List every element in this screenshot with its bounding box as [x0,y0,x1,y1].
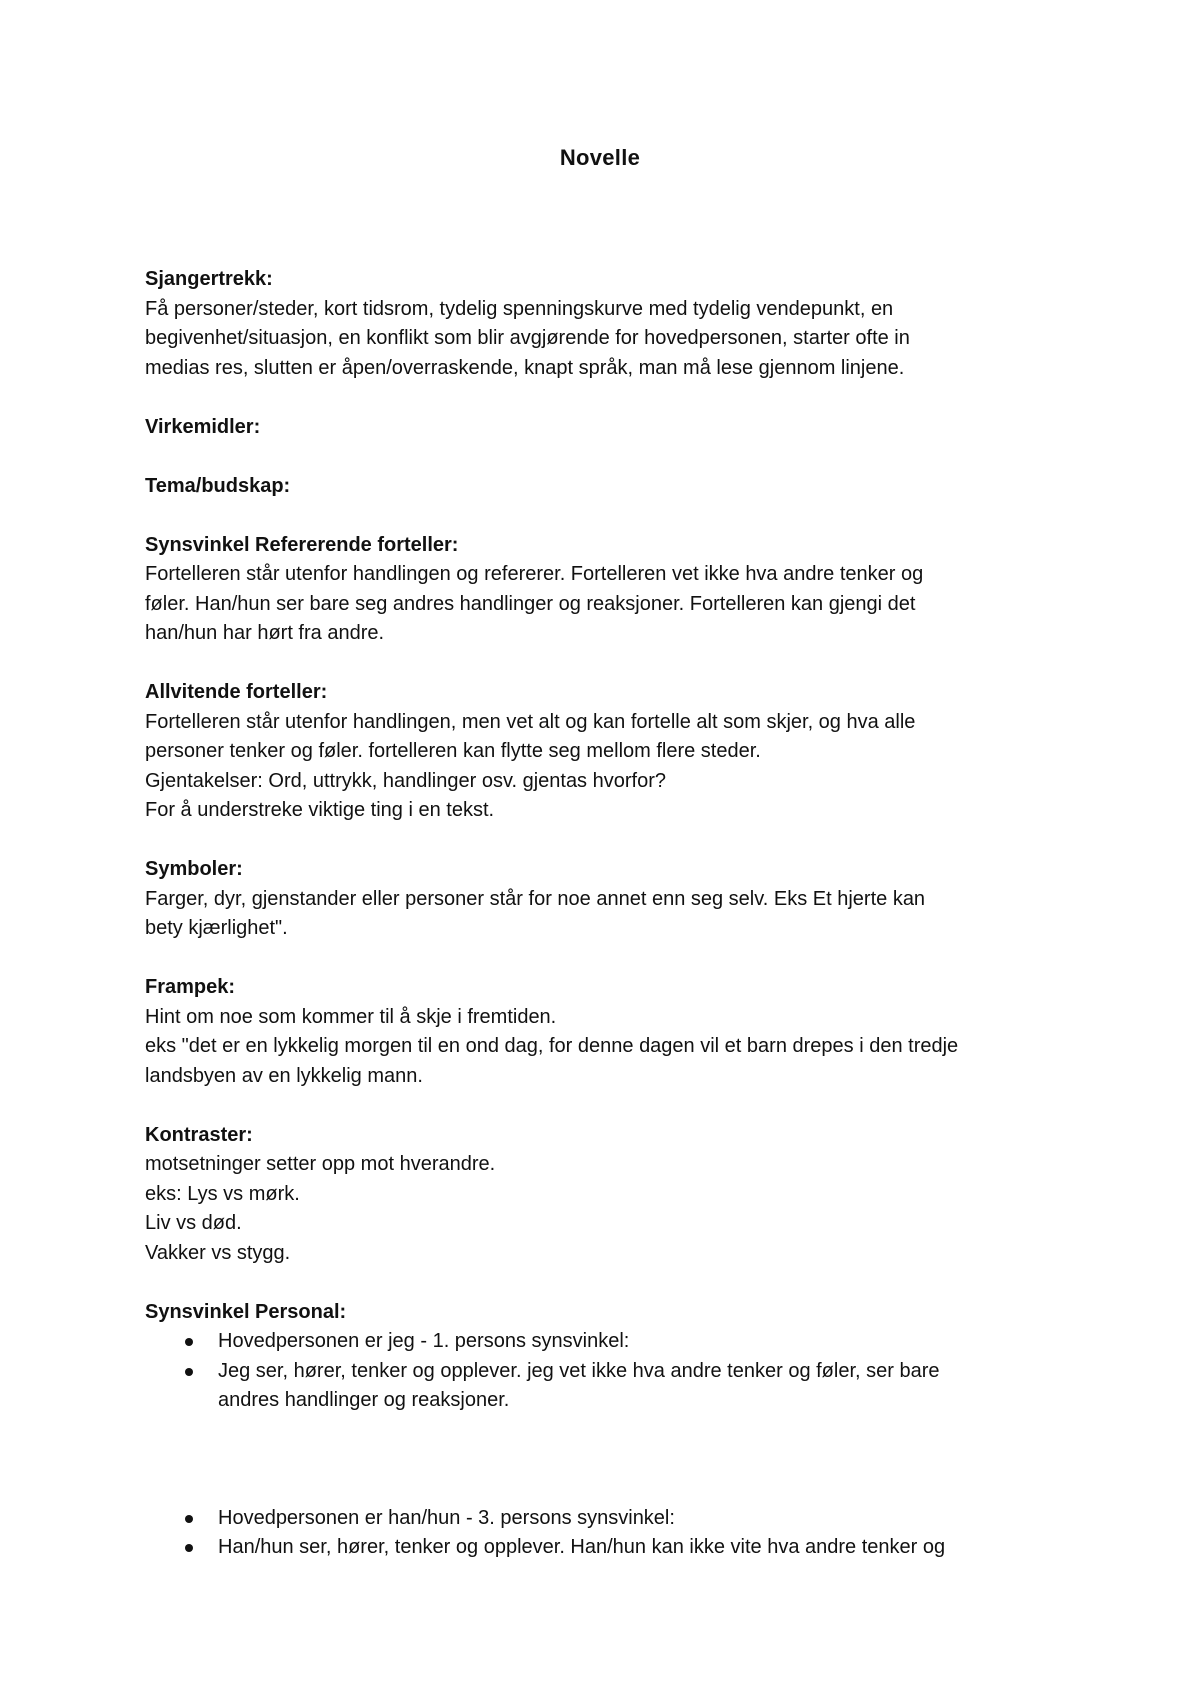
list-item [145,1533,1075,1563]
bullet-icon [185,1515,193,1523]
section-heading-allvitende: Allvitende forteller: [145,681,328,703]
paragraph-line: landsbyen av en lykkelig mann. [145,1064,423,1087]
paragraph-line: Gjentakelser: Ord, uttrykk, handlinger osv. gjentas hvorfor? [145,769,666,792]
list-item [145,1357,1075,1416]
paragraph-line: Få personer/steder, kort tidsrom, tydelig spenningskurve med tydelig vendepunkt, en [145,297,894,320]
spacer [145,1091,1075,1121]
section-heading-frampek: Frampek: [145,976,236,998]
paragraph-line: eks: Lys vs mørk. [145,1182,300,1205]
page-title: Novelle [559,145,641,170]
section-heading-tema: Tema/budskap: [145,474,291,497]
paragraph-line: motsetninger setter opp mot hverandre. [145,1153,496,1175]
list-item [145,1327,1075,1357]
spacer [145,442,1075,472]
paragraph-line: eks "det er en lykkelig morgen til en ond dag, for denne dagen vil et barn drepes i den tredje [145,1035,959,1057]
document-body [145,265,1075,1563]
list-item-text: Hovedpersonen er han/hun - 3. persons synsvinkel: [218,1506,675,1529]
list-item [145,1504,1075,1534]
bullet-icon [185,1368,193,1376]
spacer [145,1416,1075,1504]
spacer [145,501,1075,531]
paragraph-line: Hint om noe som kommer til å skje i fremtiden. [145,1005,557,1028]
bullet-list-first-person [145,1327,1075,1416]
list-item-text: Jeg ser, hører, tenker og opplever. jeg vet ikke hva andre tenker og føler, ser bare [218,1359,940,1382]
paragraph-line: Liv vs død. [145,1212,242,1234]
bullet-icon [185,1544,193,1552]
section-heading-kontraster: Kontraster: [145,1123,253,1146]
paragraph-line: han/hun har hørt fra andre. [145,622,385,644]
spacer [145,826,1075,856]
list-item-text: Han/hun ser, hører, tenker og opplever. Han/hun kan ikke vite hva andre tenker og [218,1536,946,1558]
paragraph-line: personer tenker og føler. fortelleren kan flytte seg mellom flere steder. [145,740,761,762]
paragraph-line: For å understreke viktige ting i en tekst. [145,799,495,821]
bullet-icon [185,1338,193,1346]
section-heading-virkemidler: Virkemidler: [145,415,261,438]
section-heading-symboler: Symboler: [145,858,243,880]
paragraph-line: Fortelleren står utenfor handlingen, men vet alt og kan fortelle alt som skjer, og hva alle [145,710,916,733]
section-heading-sjangertrekk: Sjangertrekk: [145,268,273,290]
paragraph-line: Fortelleren står utenfor handlingen og refererer. Fortelleren vet ikke hva andre tenker og [145,563,924,585]
list-item-text: andres handlinger og reaksjoner. [218,1389,510,1411]
list-item-text: Hovedpersonen er jeg - 1. persons synsvinkel: [218,1330,630,1352]
paragraph-line: føler. Han/hun ser bare seg andres handlinger og reaksjoner. Fortelleren kan gjengi det [145,592,916,615]
spacer [145,1268,1075,1298]
paragraph-line: begivenhet/situasjon, en konflikt som blir avgjørende for hovedpersonen, starter ofte in [145,327,910,349]
paragraph-line: bety kjærlighet". [145,917,288,939]
paragraph-line: Farger, dyr, gjenstander eller personer står for noe annet enn seg selv. Eks Et hjerte kan [145,887,926,910]
paragraph-line: Vakker vs stygg. [145,1241,291,1264]
spacer [145,649,1075,679]
section-heading-refererende: Synsvinkel Refererende forteller: [145,533,459,556]
bullet-list-third-person [145,1504,1075,1563]
paragraph-line: medias res, slutten er åpen/overraskende, knapt språk, man må lese gjennom linjene. [145,356,905,379]
spacer [145,383,1075,413]
spacer [145,944,1075,974]
section-heading-personal: Synsvinkel Personal: [145,1300,347,1323]
